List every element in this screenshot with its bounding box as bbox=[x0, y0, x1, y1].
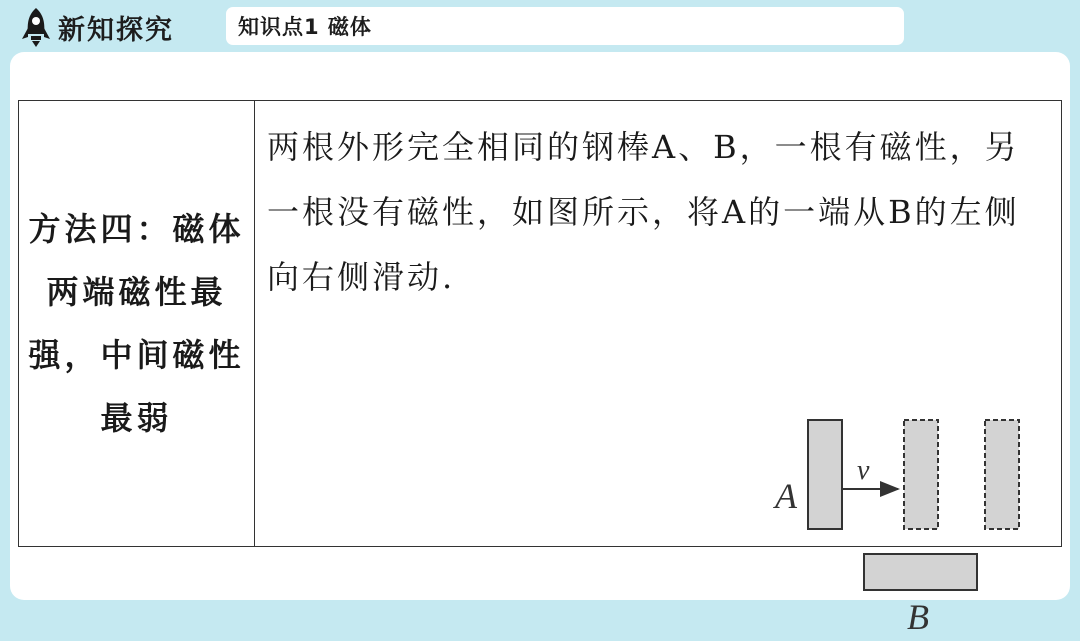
label-a: A bbox=[775, 476, 797, 516]
magnet-diagram bbox=[767, 411, 1037, 641]
label-b: B bbox=[907, 597, 929, 637]
method-label: 方法四：磁体两端磁性最强，中间磁性最弱 bbox=[28, 209, 245, 437]
method-cell bbox=[19, 101, 255, 546]
problem-text: 两根外形完全相同的钢棒A、B，一根有磁性，另一根没有磁性，如图所示，将A的一端从B的左侧向右侧滑动. bbox=[267, 128, 1020, 296]
bar-a-ghost-right bbox=[985, 420, 1019, 529]
bar-b bbox=[864, 554, 977, 590]
bar-a-ghost-middle bbox=[904, 420, 938, 529]
problem-cell bbox=[255, 101, 1061, 637]
section-title: 新知探究 bbox=[58, 14, 174, 46]
bar-a bbox=[808, 420, 842, 529]
content-table bbox=[18, 100, 1062, 637]
header-left bbox=[20, 6, 174, 48]
rocket-icon bbox=[20, 6, 52, 48]
label-v: v bbox=[857, 455, 870, 486]
topic-tab bbox=[226, 7, 904, 45]
topic-label: 知识点1 磁体 bbox=[238, 15, 372, 39]
